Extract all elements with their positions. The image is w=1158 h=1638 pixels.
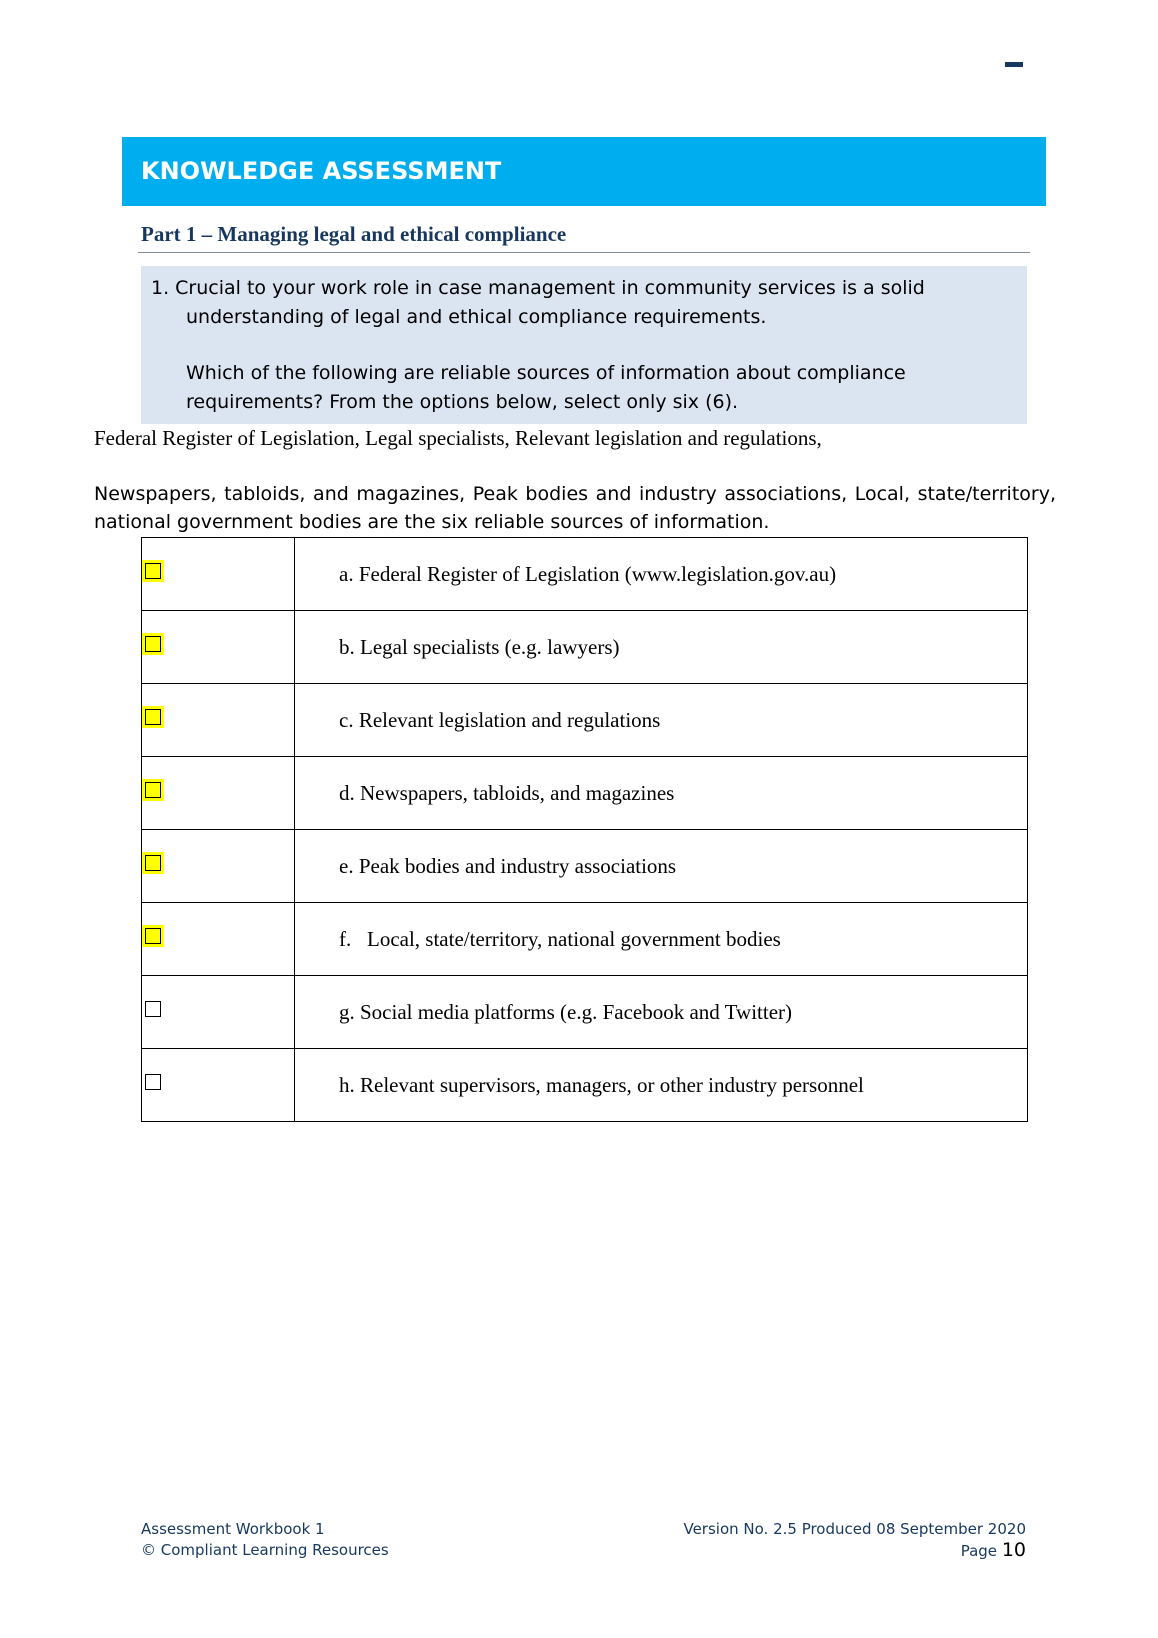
footer-right xyxy=(683,1519,1026,1562)
option-g-label: g. Social media platforms (e.g. Facebook and Twitter) xyxy=(295,976,1028,1049)
header-mark xyxy=(1005,62,1023,67)
option-g-checkbox[interactable] xyxy=(145,1001,161,1017)
option-b-checkbox[interactable] xyxy=(145,636,161,652)
part-divider xyxy=(138,252,1030,253)
option-f-label: f. Local, state/territory, national government bodies xyxy=(295,903,1028,976)
footer-page xyxy=(683,1540,1026,1562)
option-d-label: d. Newspapers, tabloids, and magazines xyxy=(295,757,1028,830)
option-b-label: b. Legal specialists (e.g. lawyers) xyxy=(295,611,1028,684)
option-e-label: e. Peak bodies and industry associations xyxy=(295,830,1028,903)
option-f-checkbox[interactable] xyxy=(145,928,161,944)
option-h-checkbox[interactable] xyxy=(145,1074,161,1090)
question-intro: 1. Crucial to your work role in case management in community services is a solid understanding of legal and ethical compliance requirements. xyxy=(151,277,925,328)
footer-version: Version No. 2.5 Produced 08 September 2020 xyxy=(683,1520,1026,1538)
question-prompt: Which of the following are reliable sources of information about compliance requirements? From the options below, select only six (6). xyxy=(186,362,906,413)
page-number: 10 xyxy=(1001,1539,1026,1561)
options-table xyxy=(141,537,1028,1122)
option-row xyxy=(142,976,1028,1049)
footer-workbook: Assessment Workbook 1 xyxy=(141,1520,325,1538)
option-a-label: a. Federal Register of Legislation (www.legislation.gov.au) xyxy=(295,538,1028,611)
option-a-checkbox[interactable] xyxy=(145,563,161,579)
footer-left xyxy=(141,1519,389,1561)
option-row xyxy=(142,830,1028,903)
question-box xyxy=(141,266,1027,424)
footer-page-label: Page xyxy=(960,1542,998,1560)
option-d-checkbox[interactable] xyxy=(145,782,161,798)
option-e-checkbox[interactable] xyxy=(145,855,161,871)
part-title: Part 1 – Managing legal and ethical compliance xyxy=(141,222,567,246)
answer-line-2[interactable]: Newspapers, tabloids, and magazines, Peak bodies and industry associations, Local, state/territory, national government bodies are the six reliable sources of information. xyxy=(94,483,1056,533)
footer-copyright: © Compliant Learning Resources xyxy=(141,1541,389,1559)
option-row xyxy=(142,611,1028,684)
option-c-checkbox[interactable] xyxy=(145,709,161,725)
option-row xyxy=(142,903,1028,976)
option-row xyxy=(142,1049,1028,1122)
option-h-label: h. Relevant supervisors, managers, or other industry personnel xyxy=(295,1049,1028,1122)
option-c-label: c. Relevant legislation and regulations xyxy=(295,684,1028,757)
answer-line-1[interactable]: Federal Register of Legislation, Legal specialists, Relevant legislation and regulations, xyxy=(94,426,822,450)
option-row xyxy=(142,538,1028,611)
option-row xyxy=(142,757,1028,830)
section-banner: KNOWLEDGE ASSESSMENT xyxy=(122,137,1046,206)
option-row xyxy=(142,684,1028,757)
